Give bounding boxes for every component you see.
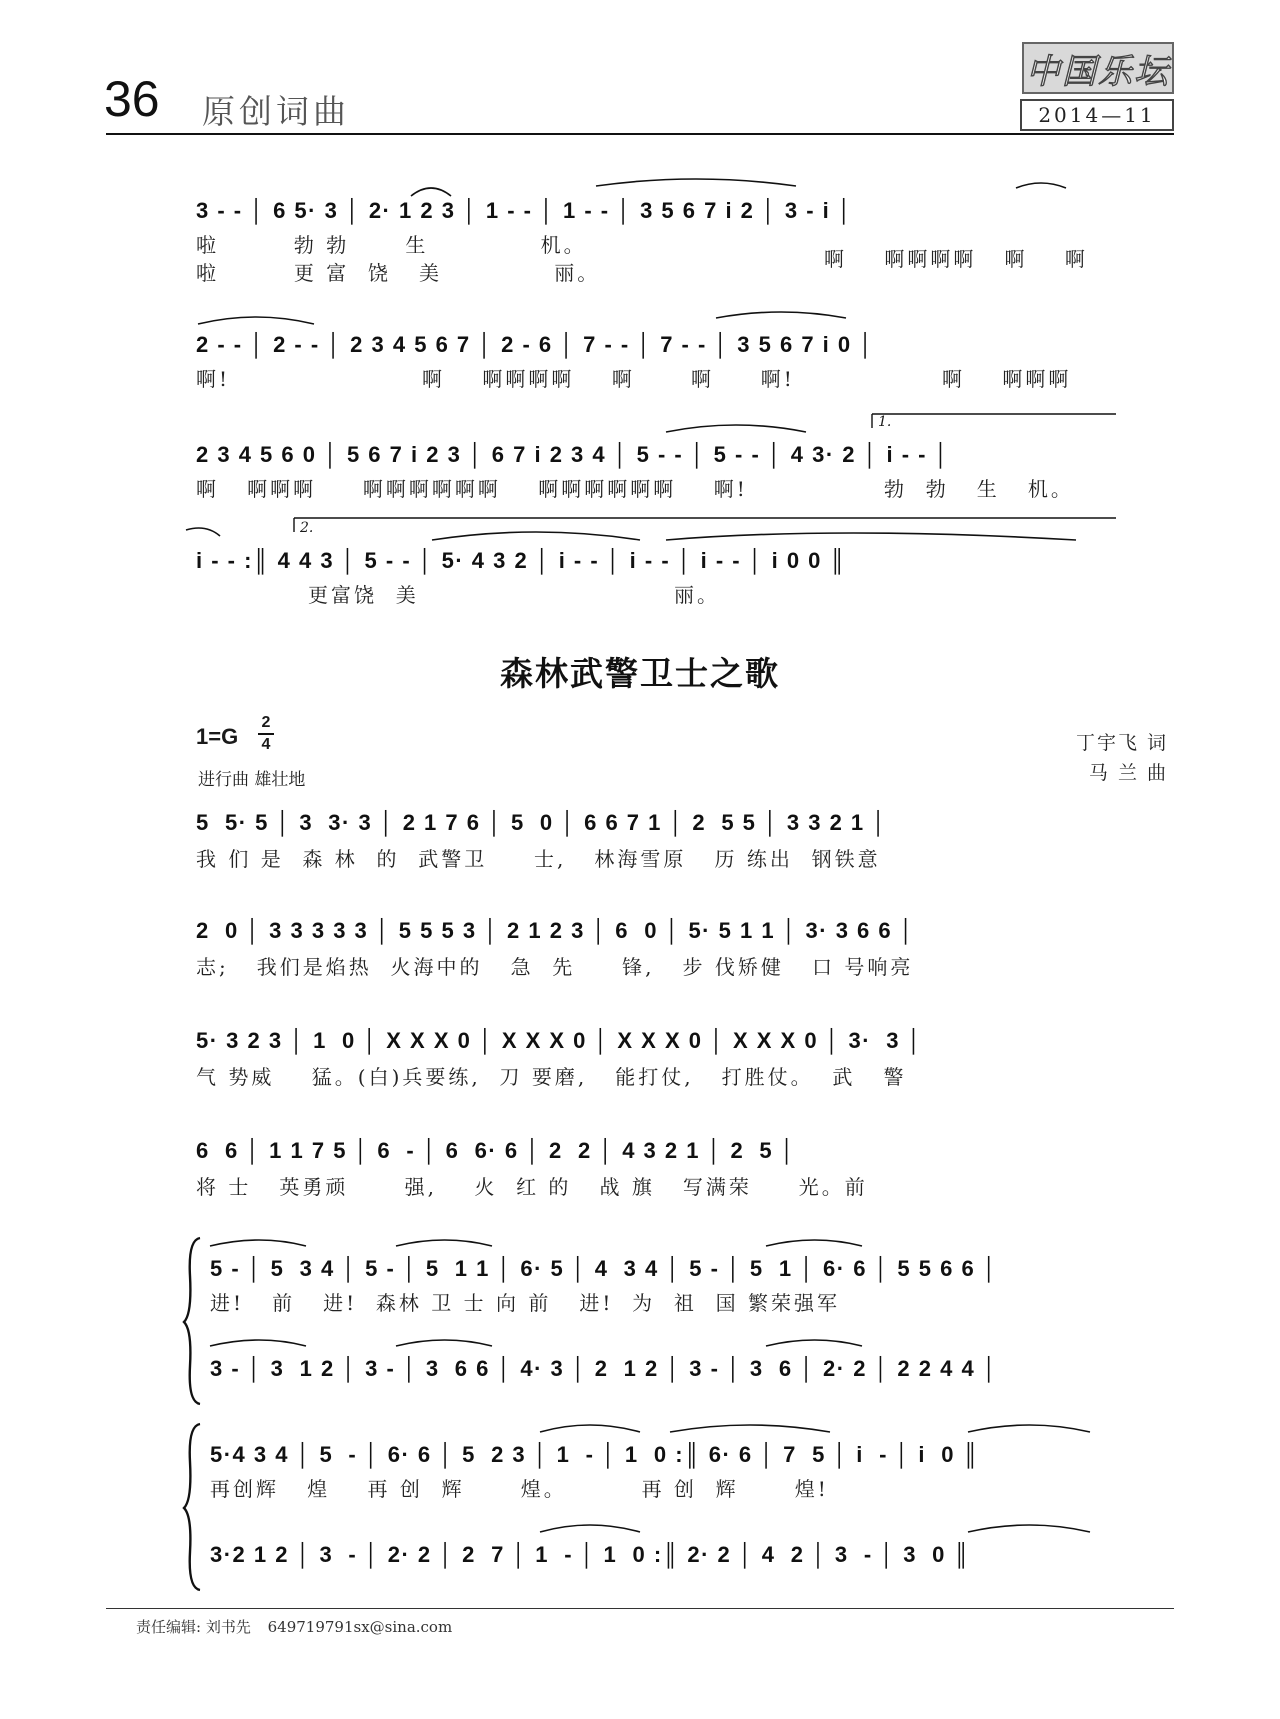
lyric-line-2: 啦 更 富 饶 美 丽。 (196, 261, 601, 285)
page-number: 36 (104, 71, 160, 127)
issue-date: 2014—11 (1020, 99, 1174, 131)
lyric-line-2: 勃 勃 生 机。 (884, 477, 1074, 501)
key-signature: 1=G (196, 724, 239, 749)
system-brace (186, 1422, 206, 1592)
magazine-logo: 中国乐坛 (1022, 42, 1174, 94)
notation-line: 3 - │ 3 1 2 │ 3 - │ 3 6 6 │ 4· 3 │ 2 1 2 │ 3 - │ 3 6 │ 2· 2 │ 2 2 4 4 │ (210, 1356, 999, 1381)
lyric-line: 将 士 英勇顽 强, 火 红 的 战 旗 写满荣 光。前 (196, 1175, 868, 1199)
notation-line: i - - :║ 4 4 3 │ 5 - - │ 5· 4 3 2 │ i - - │ i - - │ i - - │ i 0 0 ║ (196, 548, 847, 573)
lyric-line: 进! 前 进! 森林 卫 士 向 前 进! 为 祖 国 繁荣强军 (210, 1291, 840, 1315)
tempo-marking: 进行曲 雄壮地 (198, 770, 306, 790)
lyric-line: 气 势威 猛。(白)兵要练, 刀 要磨, 能打仗, 打胜仗。 武 警 (196, 1065, 907, 1089)
song-title: 森林武警卫士之歌 (500, 654, 780, 693)
lyric-line: 志; 我们是焰热 火海中的 急 先 锋, 步 伐矫健 口 号响亮 (196, 955, 914, 979)
lyric-line-2: 啊 啊啊啊啊 啊 啊 啊! (422, 367, 795, 391)
volta-1-label: 1. (878, 414, 892, 430)
lyric-line: 再创辉 煌 再 创 辉 煌。 再 创 辉 煌! (210, 1477, 829, 1501)
lyric-line-1: 啊! (196, 367, 231, 391)
lyric-line-3: 啊 啊啊啊啊 啊 啊 (824, 247, 1088, 271)
footer-divider (106, 1608, 1174, 1609)
notation-line: 2 - - │ 2 - - │ 2 3 4 5 6 7 │ 2 - 6 │ 7 - - │ 7 - - │ 3 5 6 7 i 0 │ (196, 332, 875, 357)
lyric-line: 我 们 是 森 林 的 武警卫 士, 林海雪原 历 练出 钢铁意 (196, 847, 881, 871)
volta-2-label: 2. (300, 520, 314, 536)
composer-credit: 马 兰 曲 (1088, 762, 1168, 784)
lyric-line-3: 啊 啊啊啊 (942, 367, 1072, 391)
time-numerator: 2 (261, 714, 271, 731)
notation-line: 5·4 3 4 │ 5 - │ 6· 6 │ 5 2 3 │ 1 - │ 1 0 :║ 6· 6 │ 7 5 │ i - │ i 0 ║ (210, 1442, 980, 1467)
editor-label: 责任编辑: 刘书先 (136, 1618, 251, 1636)
system-brace (186, 1236, 206, 1406)
notation-line: 2 3 4 5 6 0 │ 5 6 7 i 2 3 │ 6 7 i 2 3 4 │ 5 - - │ 5 - - │ 4 3· 2 │ i - - │ (196, 442, 950, 467)
editor-email[interactable]: 649719791sx@sina.com (267, 1618, 453, 1636)
time-signature (258, 714, 274, 754)
notation-line: 3 - - │ 6 5· 3 │ 2· 1 2 3 │ 1 - - │ 1 - - │ 3 5 6 7 i 2 │ 3 - i │ (196, 198, 854, 223)
time-denominator: 4 (261, 736, 271, 753)
notation-line: 5 5· 5 │ 3 3· 3 │ 2 1 7 6 │ 5 0 │ 6 6 7 1 │ 2 5 5 │ 3 3 2 1 │ (196, 810, 888, 835)
notation-line: 3·2 1 2 │ 3 - │ 2· 2 │ 2 7 │ 1 - │ 1 0 :║ 2· 2 │ 4 2 │ 3 - │ 3 0 ║ (210, 1542, 971, 1567)
lyric-line-1: 更富饶 美 (308, 583, 419, 607)
lyric-line-1: 啦 勃 勃 生 机。 (196, 233, 587, 257)
notation-line: 2 0 │ 3 3 3 3 3 │ 5 5 5 3 │ 2 1 2 3 │ 6 0 │ 5· 5 1 1 │ 3· 3 6 6 │ (196, 918, 915, 943)
lyricist-credit: 丁宇飞 词 (1075, 732, 1168, 754)
notation-line: 5 - │ 5 3 4 │ 5 - │ 5 1 1 │ 6· 5 │ 4 3 4 │ 5 - │ 5 1 │ 6· 6 │ 5 5 6 6 │ (210, 1256, 999, 1281)
lyric-line-2: 丽。 (674, 583, 720, 607)
section-title: 原创词曲 (202, 92, 350, 131)
lyric-line-1: 啊 啊啊啊 啊啊啊啊啊啊 啊啊啊啊啊啊 啊! (196, 477, 748, 501)
notation-line: 5· 3 2 3 │ 1 0 │ X X X 0 │ X X X 0 │ X X X 0 │ X X X 0 │ 3· 3 │ (196, 1028, 923, 1053)
notation-line: 6 6 │ 1 1 7 5 │ 6 - │ 6 6· 6 │ 2 2 │ 4 3 2 1 │ 2 5 │ (196, 1138, 797, 1163)
header-divider (106, 133, 1174, 135)
footer-credit (136, 1616, 452, 1637)
